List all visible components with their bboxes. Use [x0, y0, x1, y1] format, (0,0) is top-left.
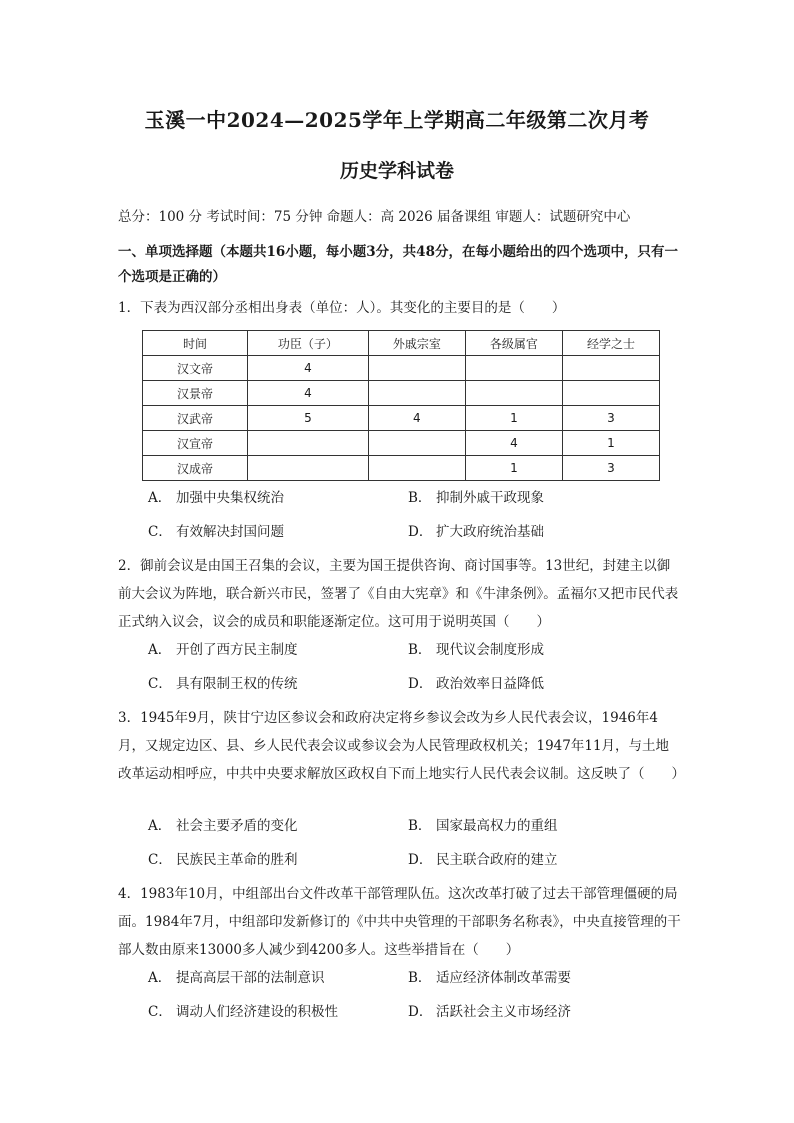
table-header-cell: 经学之士 — [562, 331, 659, 356]
option-d[interactable]: D． 政治效率日益降低 — [408, 676, 544, 692]
section-heading: 一、单项选择题（本题共16小题，每小题3分，共48分，在每小题给出的四个选项中，只有一个选项是正确的） — [118, 244, 678, 285]
table-cell: 汉景帝 — [143, 381, 248, 406]
table-cell: 4 — [248, 356, 369, 381]
table-row — [143, 356, 660, 381]
table-row — [143, 431, 660, 456]
table-cell: 3 — [562, 456, 659, 481]
table-cell — [368, 381, 465, 406]
table-cell — [368, 356, 465, 381]
table-cell — [368, 431, 465, 456]
table-cell: 1 — [465, 406, 562, 431]
question-1-stem: 1．下表为西汉部分丞相出身表（单位：人）。其变化的主要目的是（ ） — [118, 300, 566, 316]
table-cell: 1 — [562, 431, 659, 456]
table-header-cell: 时间 — [143, 331, 248, 356]
table-cell — [562, 381, 659, 406]
option-b[interactable]: B． 国家最高权力的重组 — [408, 818, 558, 834]
option-b[interactable]: B． 适应经济体制改革需要 — [408, 970, 571, 986]
table-header-row — [143, 331, 660, 356]
table-header-cell: 功臣（子） — [248, 331, 369, 356]
option-c[interactable]: C． 有效解决封国问题 — [148, 524, 284, 540]
exam-subtitle: 历史学科试卷 — [339, 160, 454, 182]
exam-meta-info: 总分：100 分 考试时间：75 分钟 命题人：高 2026 届备课组 审题人：试题研究中心 — [118, 209, 631, 225]
option-c[interactable]: C． 调动人们经济建设的积极性 — [148, 1004, 338, 1020]
option-d[interactable]: D． 活跃社会主义市场经济 — [408, 1004, 571, 1020]
table-cell: 汉成帝 — [143, 456, 248, 481]
table-cell — [465, 381, 562, 406]
option-d[interactable]: D． 扩大政府统治基础 — [408, 524, 544, 540]
table-cell: 汉宣帝 — [143, 431, 248, 456]
option-a[interactable]: A． 提高高层干部的法制意识 — [148, 970, 325, 986]
table-cell: 4 — [368, 406, 465, 431]
table-cell: 4 — [465, 431, 562, 456]
option-a[interactable]: A． 加强中央集权统治 — [148, 490, 284, 506]
table-cell — [562, 356, 659, 381]
table-row — [143, 381, 660, 406]
option-a[interactable]: A． 社会主要矛盾的变化 — [148, 818, 298, 834]
question-1-table — [142, 330, 660, 481]
table-cell: 4 — [248, 381, 369, 406]
option-a[interactable]: A． 开创了西方民主制度 — [148, 642, 298, 658]
table-cell: 1 — [465, 456, 562, 481]
option-d[interactable]: D． 民主联合政府的建立 — [408, 852, 558, 868]
table-cell: 汉文帝 — [143, 356, 248, 381]
table-cell: 3 — [562, 406, 659, 431]
question-4-stem: 4．1983年10月，中组部出台文件改革干部管理队伍。这次改革打破了过去干部管理僵硬的局面。1984年7月，中组部印发新修订的《中共中央管理的干部职务名称表》，中央直接管理的干部人数由原来13000多人减少到4200多人。这些举措旨在（ ） — [118, 886, 681, 958]
table-header-cell: 各级属官 — [465, 331, 562, 356]
option-b[interactable]: B． 抑制外戚干政现象 — [408, 490, 544, 506]
option-c[interactable]: C． 具有限制王权的传统 — [148, 676, 298, 692]
table-cell — [248, 456, 369, 481]
table-row — [143, 406, 660, 431]
table-cell — [465, 356, 562, 381]
option-c[interactable]: C． 民族民主革命的胜利 — [148, 852, 298, 868]
table-cell — [248, 431, 369, 456]
table-cell: 汉武帝 — [143, 406, 248, 431]
option-b[interactable]: B． 现代议会制度形成 — [408, 642, 544, 658]
table-cell: 5 — [248, 406, 369, 431]
question-3-stem: 3．1945年9月，陕甘宁边区参议会和政府决定将乡参议会改为乡人民代表会议，1946年4月，又规定边区、县、乡人民代表会议或参议会为人民管理政权机关；1947年11月，与土地改革运动相呼应，中共中央要求解放区政权自下而上地实行人民代表会议制。这反映了（ ） — [118, 710, 685, 782]
exam-title: 玉溪一中2024—2025学年上学期高二年级第二次月考 — [144, 108, 650, 132]
table-row — [143, 456, 660, 481]
table-cell — [368, 456, 465, 481]
question-2-stem: 2．御前会议是由国王召集的会议，主要为国王提供咨询、商讨国事等。13世纪，封建主以御前大会议为阵地，联合新兴市民，签署了《自由大宪章》和《牛津条例》。孟福尔又把市民代表正式纳入议会，议会的成员和职能逐渐定位。这可用于说明英国（ ） — [118, 558, 679, 630]
table-header-cell: 外戚宗室 — [368, 331, 465, 356]
